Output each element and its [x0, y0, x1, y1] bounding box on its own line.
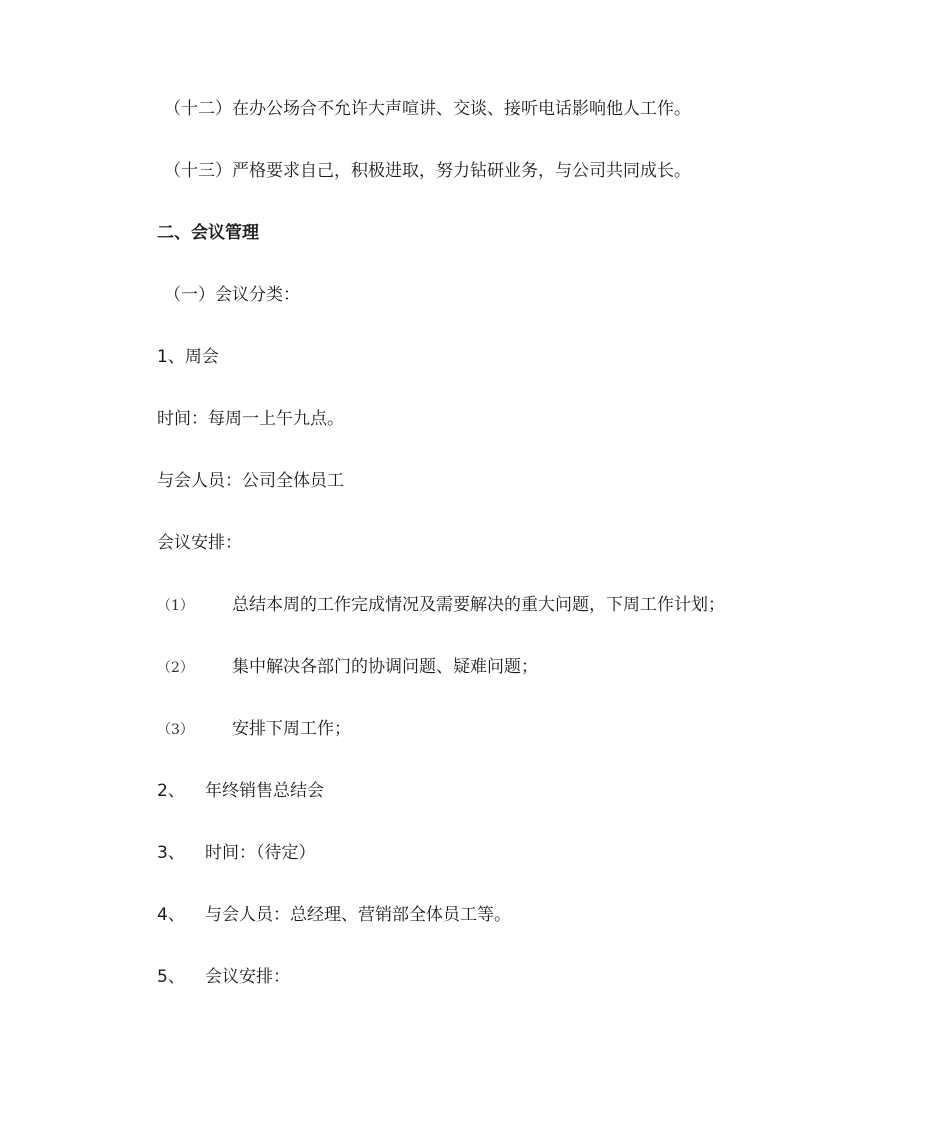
numbered-text: 年终销售总结会	[205, 781, 324, 801]
weekly-meeting-time: 时间：每周一上午九点。	[157, 409, 344, 429]
arrangement-item	[157, 718, 351, 741]
arrangement-item	[157, 656, 538, 679]
arrangement-text: 总结本周的工作完成情况及需要解决的重大问题，下周工作计划；	[232, 595, 725, 615]
list-item-weekly-meeting: 1、周会	[157, 347, 219, 367]
numbered-marker: 4、	[157, 905, 185, 925]
arrangement-marker: （3）	[157, 722, 194, 738]
numbered-text: 时间：（待定）	[205, 843, 316, 863]
numbered-marker: 5、	[157, 967, 185, 987]
arrangement-text: 集中解决各部门的协调问题、疑难问题；	[232, 657, 538, 677]
section-heading: 二、会议管理	[157, 223, 259, 243]
numbered-item	[157, 904, 511, 926]
weekly-meeting-arrangement-label: 会议安排：	[157, 533, 242, 553]
weekly-meeting-attendees: 与会人员：公司全体员工	[157, 471, 344, 491]
numbered-item	[157, 842, 316, 864]
numbered-text: 会议安排：	[205, 967, 290, 987]
numbered-text: 与会人员：总经理、营销部全体员工等。	[205, 905, 511, 925]
arrangement-item	[157, 594, 725, 617]
arrangement-text: 安排下周工作；	[232, 719, 351, 739]
arrangement-marker: （1）	[157, 598, 194, 614]
numbered-marker: 3、	[157, 843, 185, 863]
rule-12-text: （十二）在办公场合不允许大声喧讲、交谈、接听电话影响他人工作。	[164, 99, 691, 119]
numbered-item	[157, 966, 290, 988]
rule-13-text: （十三）严格要求自己，积极进取，努力钻研业务，与公司共同成长。	[164, 161, 691, 181]
numbered-item	[157, 780, 324, 802]
subsection-heading: （一）会议分类：	[164, 285, 300, 305]
arrangement-marker: （2）	[157, 660, 194, 676]
numbered-marker: 2、	[157, 781, 185, 801]
